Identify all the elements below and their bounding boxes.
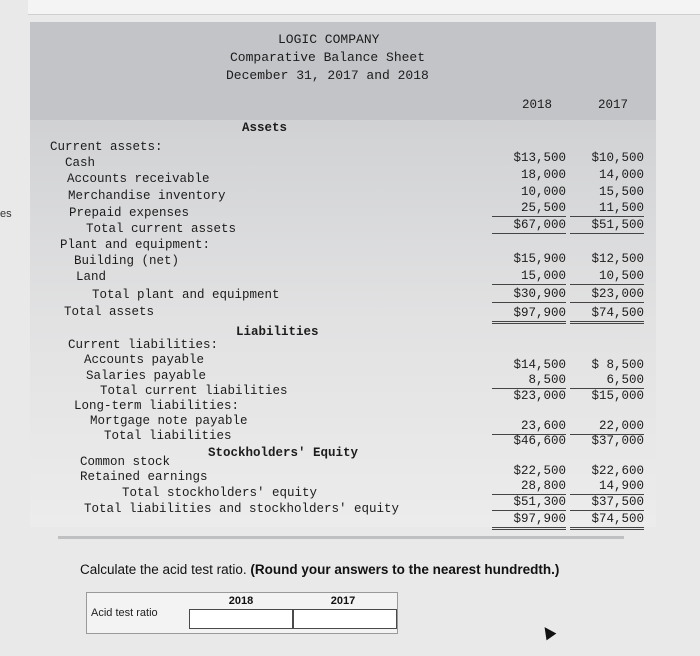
- value-2018: $97,900: [492, 511, 566, 530]
- value-2017: $23,000: [570, 286, 644, 303]
- value-2017: 11,500: [570, 200, 644, 217]
- value-2018: 8,500: [492, 372, 566, 389]
- row-label: Retained earnings: [80, 470, 208, 484]
- value-2018: $46,600: [513, 434, 566, 448]
- value-2017: 14,900: [570, 478, 644, 495]
- row-label: Total current liabilities: [100, 384, 288, 398]
- value-2018: $13,500: [513, 151, 566, 165]
- row-label: Common stock: [80, 455, 171, 469]
- value-2018: 28,800: [492, 478, 566, 495]
- current-liabilities-heading: Current liabilities:: [68, 338, 219, 352]
- row-label: Mortgage note payable: [90, 414, 248, 428]
- row-label: Salaries payable: [86, 369, 207, 383]
- answer-table: [86, 592, 398, 634]
- value-2018: $97,900: [492, 305, 566, 324]
- value-2017: $22,600: [591, 464, 644, 478]
- top-bar: [28, 0, 700, 15]
- value-2018: $67,000: [492, 217, 566, 234]
- question-instruction: (Round your answers to the nearest hundredth.): [250, 562, 560, 577]
- row-label: Plant and equipment:: [60, 238, 211, 252]
- value-2018: $22,500: [513, 464, 566, 478]
- value-2018: $51,300: [492, 494, 566, 511]
- value-2018: 18,000: [520, 168, 566, 182]
- value-2017: $ 8,500: [591, 358, 644, 372]
- row-label: Prepaid expenses: [69, 206, 190, 220]
- value-2018: 10,000: [520, 185, 566, 199]
- row-label: Total assets: [64, 305, 155, 319]
- value-2017: $37,500: [570, 494, 644, 511]
- value-2018: $15,900: [513, 252, 566, 266]
- row-label: Total liabilities and stockholders' equity: [84, 502, 400, 516]
- row-label: Land: [76, 270, 107, 284]
- current-assets-heading: Current assets:: [50, 140, 163, 154]
- value-2018: 15,000: [492, 268, 566, 285]
- value-2017: 15,500: [598, 185, 644, 199]
- year-2017-header: 2017: [598, 98, 629, 112]
- statement-title: Comparative Balance Sheet: [230, 50, 426, 65]
- row-label: Total plant and equipment: [92, 288, 280, 302]
- equity-heading: Stockholders' Equity: [208, 446, 359, 460]
- assets-heading: Assets: [242, 121, 288, 135]
- acid-test-ratio-2017-input[interactable]: [293, 609, 397, 629]
- value-2017: 22,000: [570, 418, 644, 435]
- row-label: Cash: [65, 156, 96, 170]
- left-edge-text: es: [0, 208, 12, 220]
- row-label: Merchandise inventory: [68, 189, 226, 203]
- answer-col-2018: 2018: [228, 595, 254, 607]
- value-2017: $12,500: [591, 252, 644, 266]
- balance-sheet-image: [30, 22, 656, 527]
- row-label: Total current assets: [86, 222, 237, 236]
- row-label: Accounts payable: [84, 353, 205, 367]
- question-text: [80, 562, 559, 577]
- answer-row-label: Acid test ratio: [91, 607, 158, 619]
- mouse-pointer-icon: [540, 624, 557, 641]
- row-label: Building (net): [74, 254, 180, 268]
- value-2017: $37,000: [591, 434, 644, 448]
- value-2017: 10,500: [570, 268, 644, 285]
- value-2017: $10,500: [591, 151, 644, 165]
- value-2018: $23,000: [513, 389, 566, 403]
- row-label: Long-term liabilities:: [74, 399, 240, 413]
- value-2017: $15,000: [591, 389, 644, 403]
- statement-date: December 31, 2017 and 2018: [226, 68, 429, 83]
- value-2018: $30,900: [492, 286, 566, 303]
- row-label: Total liabilities: [104, 429, 232, 443]
- answer-col-2017: 2017: [330, 595, 356, 607]
- row-label: Total stockholders' equity: [122, 486, 318, 500]
- row-label: Accounts receivable: [67, 172, 210, 186]
- value-2018: $14,500: [513, 358, 566, 372]
- value-2017: 6,500: [570, 372, 644, 389]
- value-2017: $74,500: [570, 511, 644, 530]
- divider: [58, 536, 624, 539]
- year-2018-header: 2018: [522, 98, 553, 112]
- liabilities-heading: Liabilities: [236, 325, 319, 339]
- value-2017: 14,000: [598, 168, 644, 182]
- question-prompt: Calculate the acid test ratio.: [80, 562, 247, 577]
- value-2018: 23,600: [492, 418, 566, 435]
- value-2018: 25,500: [492, 200, 566, 217]
- company-name: LOGIC COMPANY: [278, 32, 380, 47]
- value-2017: $74,500: [570, 305, 644, 324]
- value-2017: $51,500: [570, 217, 644, 234]
- acid-test-ratio-2018-input[interactable]: [189, 609, 293, 629]
